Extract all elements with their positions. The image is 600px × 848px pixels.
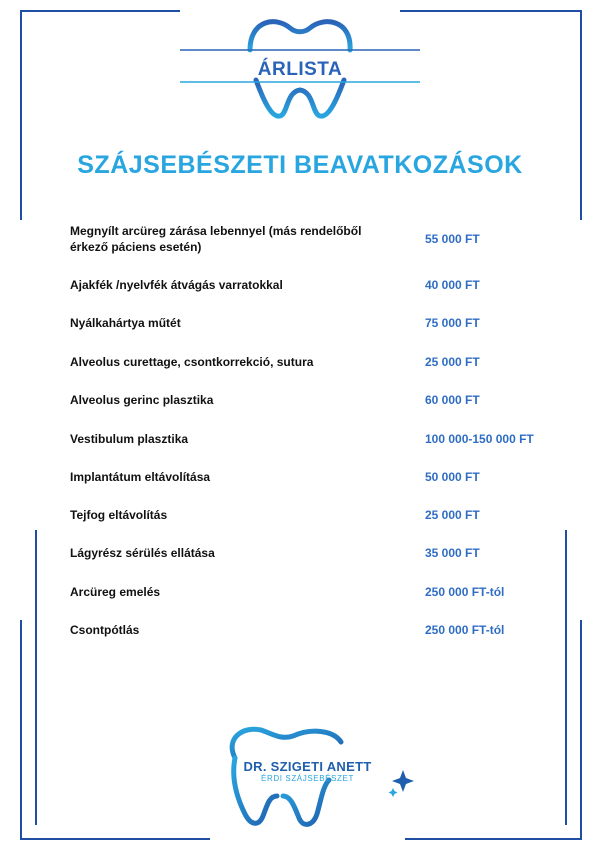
- procedure-price: 60 000 FT: [425, 393, 480, 407]
- procedure-name: Megnyílt arcüreg zárása lebennyel (más rendelőből érkező páciens esetén): [70, 224, 362, 254]
- procedure-price: 75 000 FT: [425, 316, 480, 330]
- procedure-price: 250 000 FT-tól: [425, 585, 505, 599]
- procedure-name: Ajakfék /nyelvfék átvágás varratokkal: [70, 278, 283, 292]
- footer-clinic-subtitle: ÉRDI SZÁJSEBÉSZET: [261, 774, 354, 783]
- price-row: [70, 305, 570, 341]
- frame-bottom-right-h: [405, 838, 582, 840]
- procedure-name: Lágyrész sérülés ellátása: [70, 546, 215, 560]
- price-row: [70, 267, 570, 303]
- procedure-name: Csontpótlás: [70, 623, 140, 637]
- procedure-price: 55 000 FT: [425, 232, 480, 246]
- price-row: [70, 382, 570, 418]
- procedure-price: 25 000 FT: [425, 508, 480, 522]
- procedure-name: Implantátum eltávolítása: [70, 470, 211, 484]
- frame-top-right-v: [580, 10, 582, 220]
- procedure-price: 40 000 FT: [425, 278, 480, 292]
- procedure-price: 100 000-150 000 FT: [425, 432, 534, 446]
- procedure-price: 25 000 FT: [425, 355, 480, 369]
- procedure-name: Arcüreg emelés: [70, 585, 161, 599]
- frame-bottom-left-h: [20, 838, 210, 840]
- frame-bottom-right-v: [580, 620, 582, 840]
- procedure-name: Vestibulum plasztika: [70, 432, 189, 446]
- price-row: [70, 497, 570, 533]
- price-row: [70, 421, 570, 457]
- footer-clinic-name: DR. SZIGETI ANETT: [243, 759, 372, 774]
- frame-top-left-v: [20, 10, 22, 220]
- price-row: [70, 344, 570, 380]
- price-row: [70, 535, 570, 571]
- procedure-price: 35 000 FT: [425, 546, 480, 560]
- procedure-name: Tejfog eltávolítás: [70, 508, 168, 522]
- procedure-name: Alveolus gerinc plasztika: [70, 393, 214, 407]
- page-title: SZÁJSEBÉSZETI BEAVATKOZÁSOK: [77, 151, 523, 179]
- header-title: ÁRLISTA: [257, 59, 343, 80]
- price-row: [70, 612, 570, 648]
- procedure-price: 250 000 FT-tól: [425, 623, 505, 637]
- procedure-price: 50 000 FT: [425, 470, 480, 484]
- frame-top-left-h: [20, 10, 180, 12]
- frame-top-right-h: [400, 10, 582, 12]
- price-row: [70, 459, 570, 495]
- frame-mid-left-v: [35, 530, 37, 825]
- price-row: [70, 574, 570, 610]
- procedure-name: Nyálkahártya műtét: [70, 316, 181, 330]
- price-row: [70, 221, 570, 257]
- frame-bottom-left-v: [20, 620, 22, 840]
- procedure-name: Alveolus curettage, csontkorrekció, sutura: [70, 355, 314, 369]
